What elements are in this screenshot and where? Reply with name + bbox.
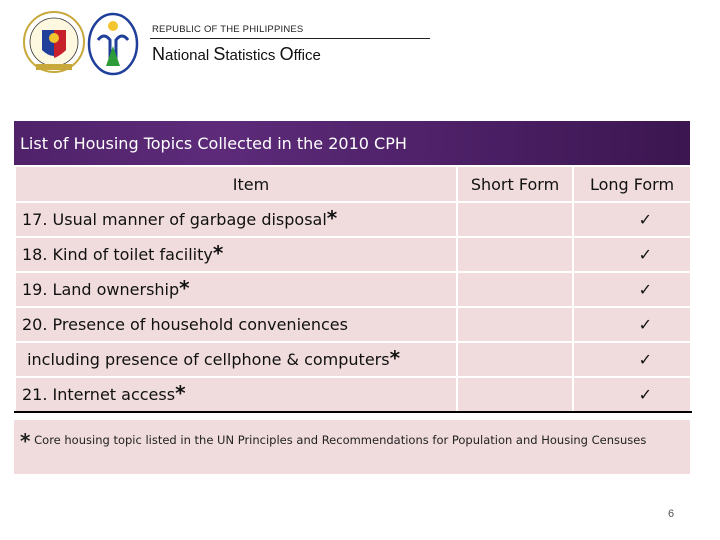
slide-title: List of Housing Topics Collected in the 2010 CPH xyxy=(20,133,407,153)
topic-cell: 18. Kind of toilet facility* xyxy=(15,237,457,272)
table-header-row xyxy=(15,166,691,202)
header-divider xyxy=(150,38,430,39)
table-row xyxy=(15,202,691,237)
star-marker: * xyxy=(179,276,190,300)
topic-cell: 21. Internet access* xyxy=(15,377,457,412)
republic-label: REPUBLIC OF THE PHILIPPINES xyxy=(152,24,304,35)
star-marker: * xyxy=(212,241,224,265)
housing-topics-table xyxy=(14,165,692,413)
column-header-long-form: Long Form xyxy=(573,166,691,202)
topic-cell: 20. Presence of household conveniences xyxy=(15,307,457,342)
checkmark-icon: ✓ xyxy=(573,237,691,272)
agency-name: National Statistics Office xyxy=(152,44,321,64)
checkmark-icon: ✓ xyxy=(573,342,691,377)
short-form-cell xyxy=(457,342,573,377)
checkmark-icon: ✓ xyxy=(573,202,691,237)
short-form-cell xyxy=(457,272,573,307)
column-header-item: Item xyxy=(15,166,457,202)
table-row xyxy=(15,377,691,412)
checkmark-icon: ✓ xyxy=(573,377,691,412)
topic-cell: 17. Usual manner of garbage disposal* xyxy=(15,202,457,237)
footnote-star: * xyxy=(20,429,31,453)
column-header-short-form: Short Form xyxy=(457,166,573,202)
table-row xyxy=(15,237,691,272)
star-marker: * xyxy=(175,381,186,405)
header xyxy=(0,0,720,90)
slide-title-banner xyxy=(14,121,690,165)
checkmark-icon: ✓ xyxy=(573,272,691,307)
topic-cell: including presence of cellphone & computers* xyxy=(15,342,457,377)
page-number: 6 xyxy=(668,508,675,520)
short-form-cell xyxy=(457,307,573,342)
table-row xyxy=(15,307,691,342)
footnote xyxy=(14,420,690,474)
topic-cell: 19. Land ownership* xyxy=(15,272,457,307)
short-form-cell xyxy=(457,377,573,412)
nso-logo-icon xyxy=(86,10,140,76)
table-row xyxy=(15,272,691,307)
short-form-cell xyxy=(457,202,573,237)
star-marker: * xyxy=(326,206,338,230)
philippine-seal-icon xyxy=(22,10,86,76)
checkmark-icon: ✓ xyxy=(573,307,691,342)
footnote-text: Core housing topic listed in the UN Principles and Recommendations for Population and Housing Censuses xyxy=(30,433,647,447)
table-row xyxy=(15,342,691,377)
short-form-cell xyxy=(457,237,573,272)
star-marker: * xyxy=(389,346,401,370)
